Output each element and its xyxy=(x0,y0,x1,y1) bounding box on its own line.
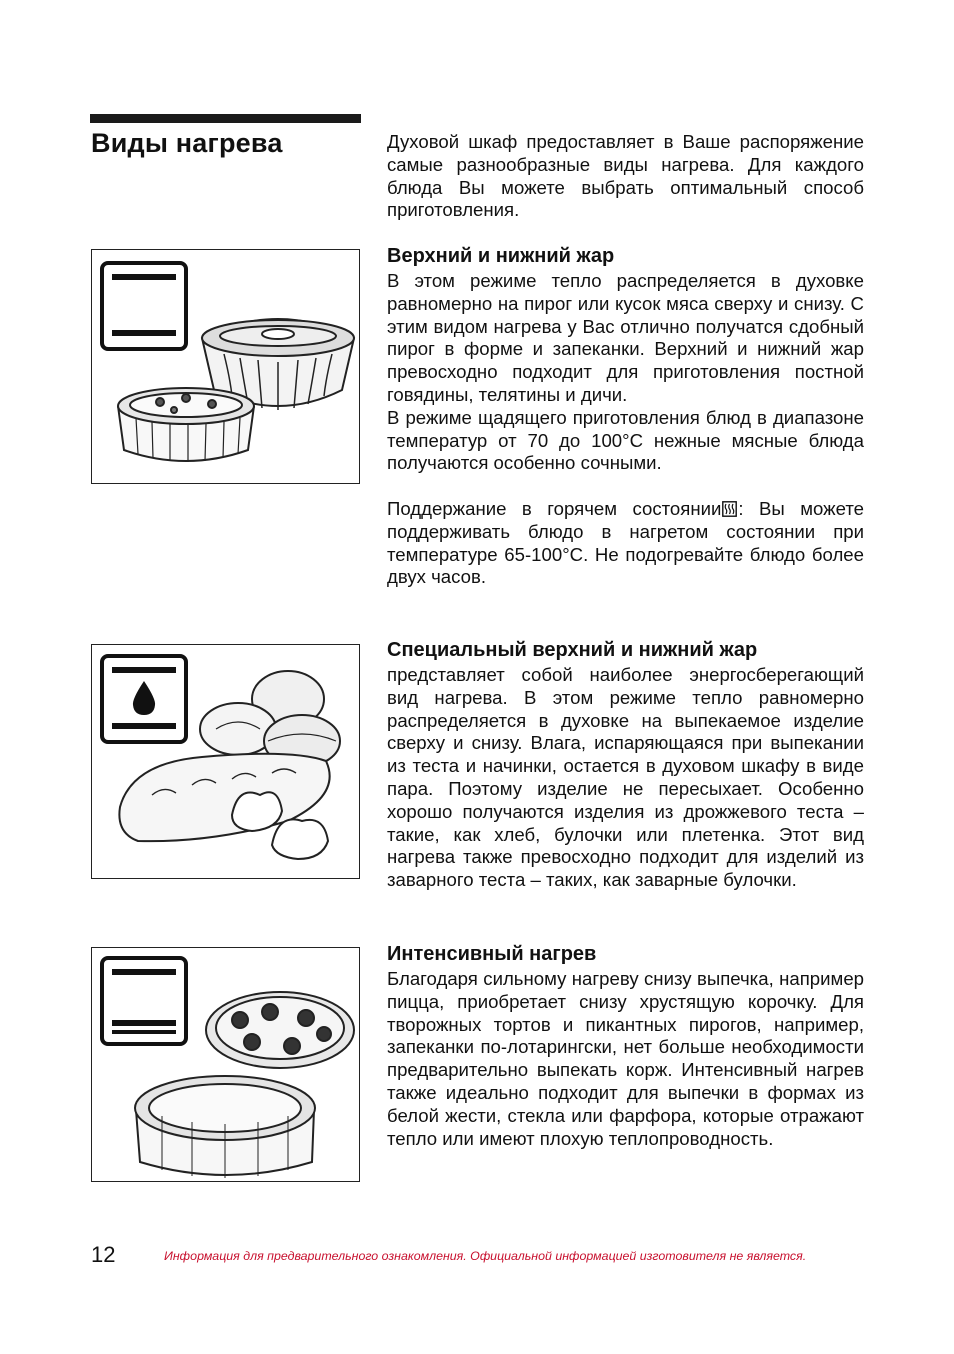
keep-warm-paragraph xyxy=(387,498,864,589)
top-bottom-heat-image xyxy=(92,250,359,483)
section-title: Специальный верхний и нижний жар xyxy=(387,639,758,661)
top-bottom-heat-icon xyxy=(102,263,186,349)
section-paragraph: Благодаря сильному нагреву снизу выпечка, например пицца, приобретает снизу хрустящую корочку. Для творожных тортов и пикантных пирогов, например, запеканки по-лотарингски, нет больше необходимости предварительно выпекать корж. Интенсивный нагрев также идеально подходит для выпечки в формах из белой жести, стекла или фарфора, которые отражают тепло или имеют плохую теплопроводность. xyxy=(387,968,864,1149)
section-paragraph: В режиме щадящего приготовления блюд в диапазоне температур от 70 до 100°C нежные мясные блюда получаются особенно сочными. xyxy=(387,406,864,474)
section-eco-heat xyxy=(387,638,864,892)
quiche-image xyxy=(135,1076,315,1178)
section-intensive-heat xyxy=(387,942,864,1150)
casserole-dish-image xyxy=(118,388,254,462)
illustration-intensive-heat xyxy=(91,947,360,1182)
title-rule xyxy=(90,114,361,123)
eco-heat-drop-icon xyxy=(102,656,186,742)
intro-paragraph: Духовой шкаф предоставляет в Ваше распоряжение самые разнообразные виды нагрева. Для каждого блюда Вы можете выбрать оптимальный способ приготовления. xyxy=(387,131,864,221)
page-title: Виды нагрева xyxy=(91,128,283,158)
illustration-eco-heat xyxy=(91,644,360,879)
section-top-bottom-heat xyxy=(387,244,864,589)
intensive-heat-icon xyxy=(102,958,186,1044)
section-title: Интенсивный нагрев xyxy=(387,943,597,965)
section-title: Верхний и нижний жар xyxy=(387,245,615,267)
pizza-image xyxy=(206,992,354,1068)
page-number: 12 xyxy=(91,1242,116,1267)
eco-heat-image xyxy=(92,645,359,878)
footer-disclaimer: Информация для предварительного ознакомления. Официальной информацией изготовителя не является. xyxy=(164,1249,807,1263)
section-paragraph: В этом режиме тепло распределяется в духовке равномерно на пирог или кусок мяса сверху и снизу. С этим видом нагрева у Вас отлично получатся сдобный пирог в форме и запеканки. Верхний и нижний жар превосходно подходит для приготовления постной говядины, телятины и дичи. xyxy=(387,270,864,405)
keep-warm-label: Поддержание в горячем состоянии xyxy=(387,497,722,519)
section-paragraph: представляет собой наиболее энергосберегающий вид нагрева. В этом режиме тепло равномерно распределяется в духовке на выпекаемое изделие сверху и снизу. Влага, испаряющаяся при выпекании из теста и начинки, остается в духовом шкафу в виде пара. Поэтому изделие не пересыхает. Особенно хорошо получаются изделия из дрожжевого теста – такие, как хлеб, булочки или плетенка. Этот вид нагрева также превосходно подходит для изделий из заварного теста – таких, как заварные булочки. xyxy=(387,664,864,891)
keep-warm-icon xyxy=(722,501,737,517)
keep-warm-text: : Вы можете поддерживать блюдо в нагретом состоянии при температуре 65-100°C. Не подогревайте блюдо более двух часов. xyxy=(387,497,864,588)
intensive-heat-image xyxy=(92,948,359,1181)
illustration-top-bottom-heat xyxy=(91,249,360,484)
intro-block xyxy=(387,131,864,222)
